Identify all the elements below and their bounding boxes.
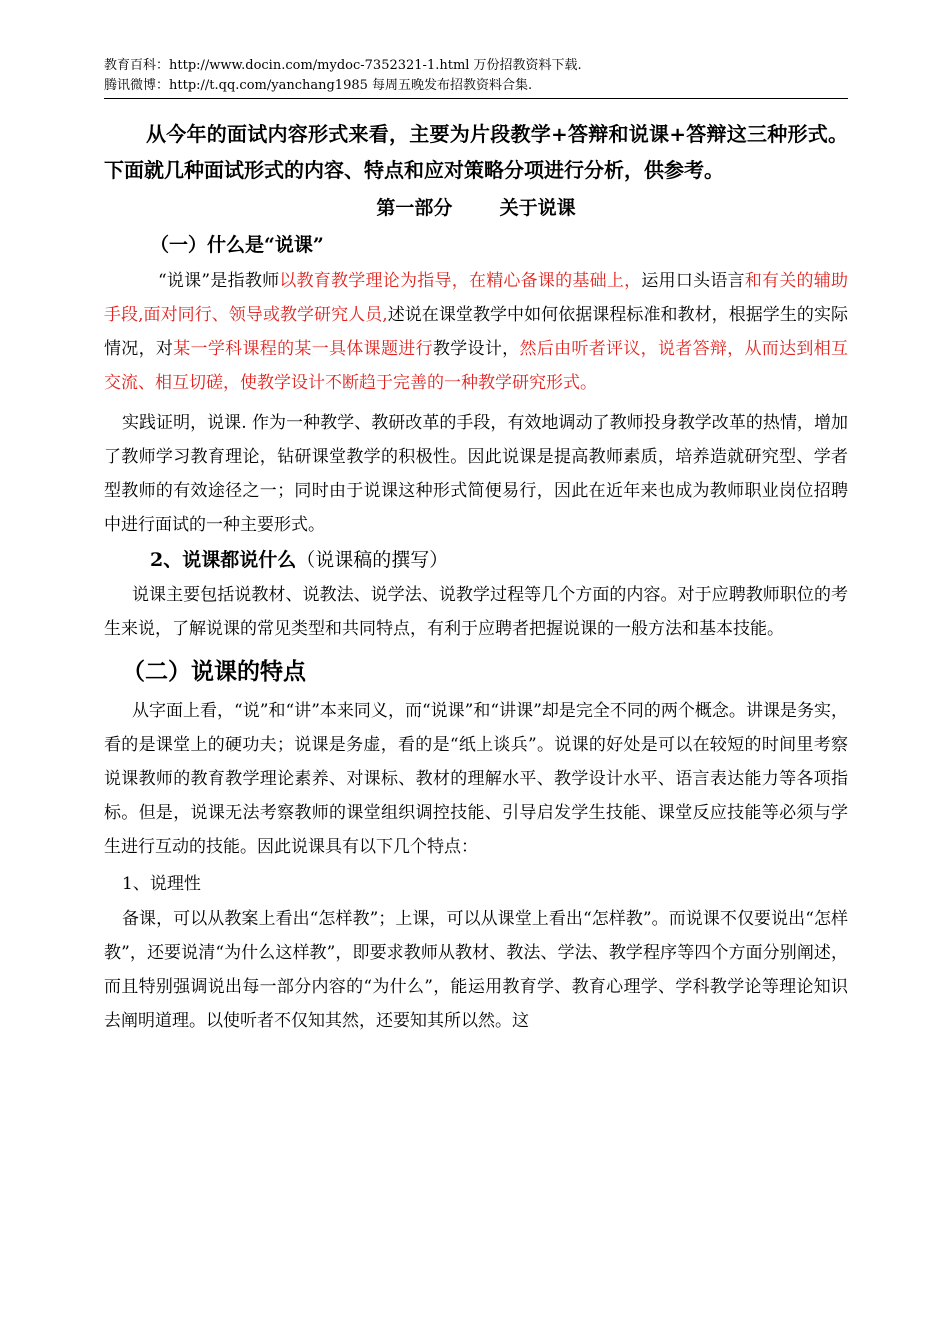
def-text-b: 以教育教学理论为指导，在精心备课的基础上， [279, 271, 642, 291]
def-text-c: 运用口头语言 [641, 271, 745, 291]
section-heading-what-to-say [104, 542, 848, 578]
section-heading-what-is: （一）什么是“说课” [150, 234, 324, 256]
reasoning-paragraph: 备课，可以从教案上看出“怎样教”；上课，可以从课堂上看出“怎样教”。而说课不仅要说出“怎样教”，还要说清“为什么这样教”，即要求教师从教材、教法、学法、教学程序等四个方面分别阐述，而且特别强调说出每一部分内容的“为什么”，能运用教育学、教育心理学、学科教学论等理论知识去阐明道理。以使听者不仅知其然，还要知其所以然。这 [104, 909, 848, 1031]
def-text-g: 教学设计， [432, 339, 520, 359]
subheading-reasoning: 1、说理性 [122, 874, 201, 894]
section-heading-features: （二）说课的特点 [122, 658, 306, 685]
header-line-1: 教育百科：http://www.docin.com/mydoc-7352321-1.html 万份招教资料下载. [104, 58, 582, 73]
def-text-h: 然后由听者评议，说者答辩，从而达到相互交流、相互切磋，使教学设计不断趋于完善的一种教学研究形式。 [104, 339, 849, 393]
def-text-e: 述说在课堂教学中如何依据课程标准和教材，根据学生的实际情况，对 [104, 305, 848, 359]
intro-paragraph: 从今年的面试内容形式来看，主要为片段教学+答辩和说课+答辩这三种形式。下面就几种面试形式的内容、特点和应对策略分项进行分析，供参考。 [104, 122, 848, 182]
part-label: 第一部分 [376, 197, 453, 219]
part-name: 关于说课 [499, 197, 576, 219]
practice-paragraph: 实践证明，说课. 作为一种教学、教研改革的手段，有效地调动了教师投身教学改革的热情，增加了教师学习教育理论，钻研课堂教学的积极性。因此说课是提高教师素质，培养造就研究型、学者型教师的有效途径之一；同时由于说课这种形式简便易行，因此在近年来也成为教师职业岗位招聘中进行面试的一种主要形式。 [104, 413, 848, 535]
features-paragraph: 从字面上看，“说”和“讲”本来同义，而“说课”和“讲课”却是完全不同的两个概念。讲课是务实，看的是课堂上的硬功夫；说课是务虚，看的是“纸上谈兵”。说课的好处是可以在较短的时间里考察说课教师的教育教学理论素养、对课标、教材的理解水平、教学设计水平、语言表达能力等各项指标。但是，说课无法考察教师的课堂组织调控技能、引导启发学生技能、课堂反应技能等必须与学生进行互动的技能。因此说课具有以下几个特点： [104, 701, 848, 857]
part-title [104, 190, 848, 226]
definition-paragraph [104, 264, 848, 400]
heading-bold-part: 2、说课都说什么 [150, 549, 297, 571]
header-line-2: 腾讯微博：http://t.qq.com/yanchang1985 每周五晚发布招教资料合集. [104, 78, 533, 93]
heading-normal-part: （说课稿的撰写） [296, 549, 449, 571]
document-body [104, 116, 848, 1038]
def-text-f: 某一学科课程的某一具体课题进行 [173, 339, 433, 359]
content-paragraph: 说课主要包括说教材、说教法、说学法、说教学过程等几个方面的内容。对于应聘教师职位的考生来说，了解说课的常见类型和共同特点，有利于应聘者把握说课的一般方法和基本技能。 [104, 585, 848, 639]
def-text-d: 和有关的辅助手段,面对同行、领导或教学研究人员, [104, 271, 849, 325]
def-text-a: “说课”是指教师 [158, 271, 280, 291]
page-header [104, 56, 848, 99]
